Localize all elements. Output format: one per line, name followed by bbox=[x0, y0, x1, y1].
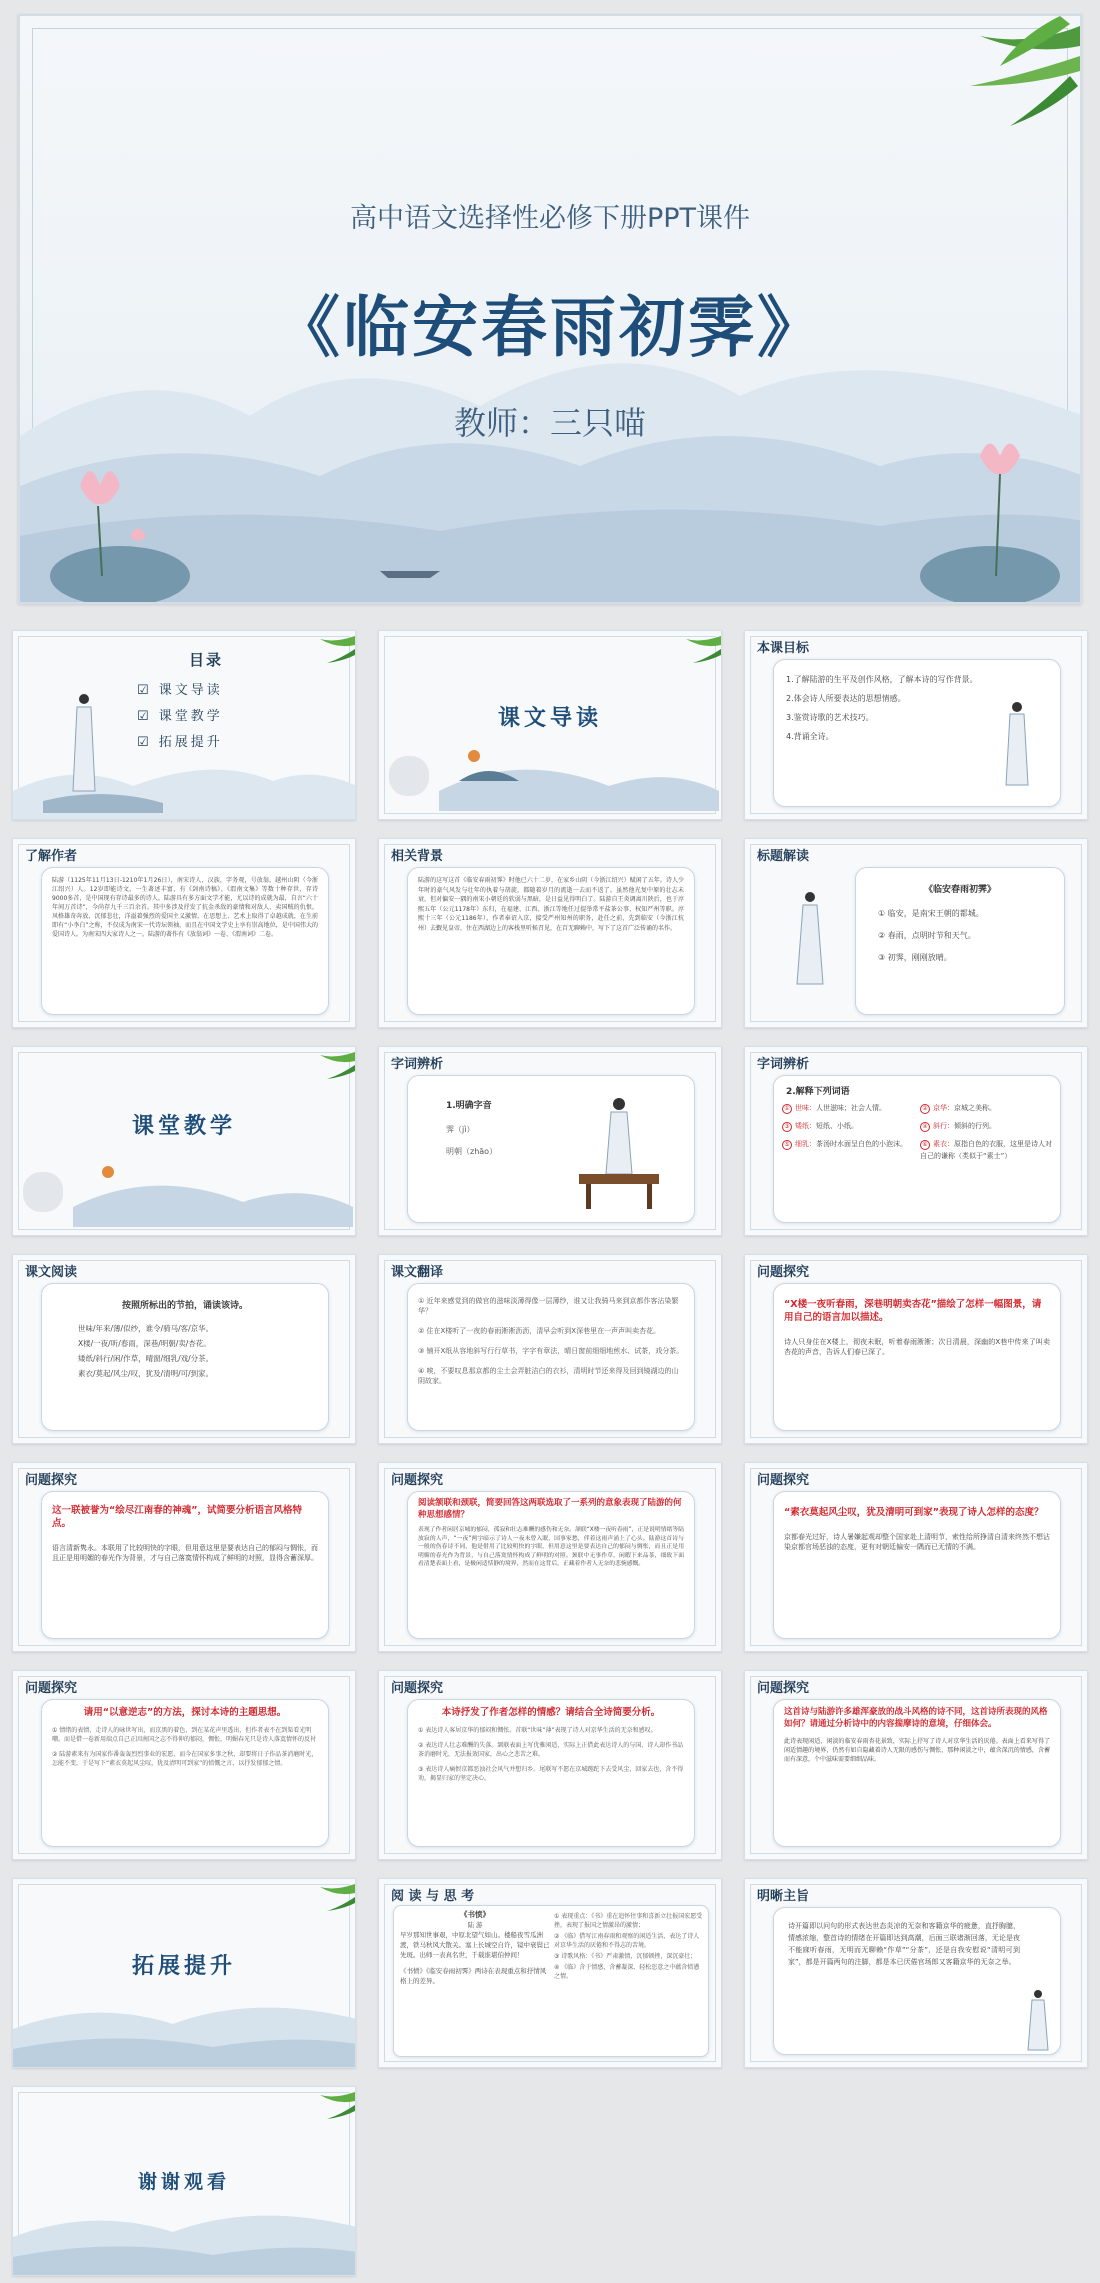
author-text: 陆游（1125年11月13日-1210年1月26日），南宋诗人，汉族，字务观，号放翁，越州山阴（今浙江绍兴）人。12岁即能诗文，一生著述丰富，有《剑南诗稿》、《渭南文集》等数十种存世，存诗9000多首，是中国现有存诗最多的诗人。陆游具有多方面文学才能，尤以诗的成就为最，自言“六十年间万首诗”，今尚存九千三百余首。其中多涉及抒发了抗金杀敌的豪情和对敌人、卖国贼的仇恨，风格雄奇奔放、沉郁悲壮，洋溢着强烈的爱国主义激情，在思想上、艺术上取得了卓越成就，在生前即有“小李白”之称，不仅成为南宋一代诗坛领袖，而且在中国文学史上享有崇高地位，是中国伟大的爱国诗人。为南宋四大家诗人之一。陆游的著作有《放翁词》一卷、《渭南词》二卷。 bbox=[52, 877, 318, 938]
slide-inquiry2[interactable] bbox=[12, 1462, 356, 1652]
toc-item[interactable]: ☑ 课堂教学 bbox=[137, 709, 223, 724]
content-card bbox=[855, 867, 1065, 1015]
poem-author: 陆 游 bbox=[467, 1921, 483, 1929]
bamboo-leaves-icon bbox=[315, 1047, 355, 1081]
slide-reading[interactable] bbox=[12, 1254, 356, 1444]
summary-text: 诗开篇即以问句的形式表达世态炎凉的无奈和客籍京华的疲惫，直抒胸臆，情感浓缩，整首诗的情绪在开篇即达到高潮，后面三联诸渐回落，无论是夜不能寐听春雨，无明而无聊赖“作草”“分茶”，还是自我安慰说“清明可到家”，都是开篇两句的注脚，都是本已厌倦官场郎又客籍京华的无奈之举。 bbox=[788, 1922, 1020, 1966]
answer-item: ③ 表达诗人痛恨京都恶浊社会风气并想归乡。尾联写不愿在京城蹉跎下去受风尘，回家去也，含不得劝，揭显归家的坚定决心。 bbox=[418, 1766, 684, 1782]
translation-item: ② 住在X楼听了一夜的春雨淅淅沥沥，清早会听到X深巷里在一声声叫卖杏花。 bbox=[418, 1327, 661, 1335]
question-text: “素衣莫起风尘叹，犹及清明可到家”表现了诗人怎样的态度？ bbox=[784, 1507, 1044, 1518]
poem-title: 《临安春雨初霁》 bbox=[923, 885, 996, 895]
content-card bbox=[407, 1283, 695, 1431]
question-text: “X楼一夜听春雨，深巷明朝卖杏花”描绘了怎样一幅图景，请用自己的语言加以描述。 bbox=[784, 1299, 1042, 1323]
content-card bbox=[773, 1699, 1061, 1847]
question-text: 这一联被誉为“绘尽江南春的神魂”，试简要分析语言风格特点。 bbox=[52, 1505, 302, 1529]
poem-lines bbox=[42, 1321, 328, 1381]
poem-body: 早岁那知世事艰，中原北望气如山。楼船夜雪瓜洲渡，铁马秋风大散关。塞上长城空自许，镜中衰鬓已先斑。出师一表真名世，千载谁堪伯仲间！ bbox=[400, 1931, 550, 1959]
translation-item: ④ 唉，不要叹息那京都的尘土会弄脏洁白的衣衫，清明时节还来得及回到镜湖边的山阴故家。 bbox=[418, 1367, 679, 1385]
answer-item: ① 表现重点：《书》重在追怀往事和喜新立壮报国宏愿受挫，表现了报国之情激昂的激情； bbox=[554, 1913, 703, 1929]
slide-words1[interactable] bbox=[378, 1046, 722, 1236]
slide-heading: 阅 读 与 思 考 bbox=[391, 1889, 475, 1904]
content-card bbox=[407, 1075, 695, 1223]
question-text: 请用“以意逆志”的方法，探讨本诗的主题思想。 bbox=[83, 1707, 287, 1718]
vocab-grid bbox=[774, 1099, 1060, 1165]
mountain-landscape-icon bbox=[13, 1989, 355, 2068]
pronunciation-item: 霁（jì） bbox=[446, 1125, 475, 1134]
toc-list bbox=[137, 679, 223, 750]
answer-item: ④ 《临》含于情感，含蓄凝深，轻松恣意之中蕴含愤懑之情。 bbox=[554, 1964, 700, 1980]
poem-line: 素衣/莫起/风尘/叹，犹及/清明/可/到家。 bbox=[78, 1369, 214, 1378]
reading-instruction: 按照所标出的节拍，诵读该诗。 bbox=[121, 1301, 248, 1311]
pronunciation-item: 明朝（zhāo） bbox=[446, 1147, 498, 1156]
checkbox-icon: ☑ bbox=[137, 683, 159, 698]
content-card bbox=[407, 867, 695, 1015]
toc-item[interactable]: ☑ 课文导读 bbox=[137, 683, 223, 698]
slide-thanks[interactable] bbox=[12, 2086, 356, 2276]
vocab-item: ⑥ 素衣：原指白色的衣服，这里是诗人对自己的谦称（类似于“素士”） bbox=[920, 1140, 1052, 1160]
slide-heading: 问题探究 bbox=[757, 1681, 810, 1696]
slide-heading: 本课目标 bbox=[757, 641, 810, 656]
question-text: 阅读颔联和颈联，简要回答这两联选取了一系列的意象表现了陆游的何种思想感情？ bbox=[418, 1498, 682, 1520]
bamboo-leaves-icon bbox=[315, 1879, 355, 1913]
slide-summary[interactable] bbox=[744, 1878, 1088, 2068]
slide-background[interactable] bbox=[378, 838, 722, 1028]
content-card bbox=[41, 1491, 329, 1639]
slide-goals[interactable] bbox=[744, 630, 1088, 820]
slide-heading: 问题探究 bbox=[25, 1473, 78, 1488]
lotus-flower-icon bbox=[40, 426, 190, 604]
answer-list bbox=[408, 1722, 694, 1787]
answer-item: ② 陆游素来有为国家作番轰轰烈烈事业的宏愿，而今在国家多事之秋，却要将日子作品茶消磨时光，怎能不变，于是写下“素衣莫起风尘叹，犹及清明可到家”的愤慨之言，以抒发郁郁之情。 bbox=[52, 1751, 318, 1767]
slide-inquiry5[interactable] bbox=[12, 1670, 356, 1860]
slide-classroom[interactable] bbox=[12, 1046, 356, 1236]
content-card bbox=[407, 1699, 695, 1847]
cover-teacher: 教师：三只喵 bbox=[453, 404, 646, 442]
slide-inquiry1[interactable] bbox=[744, 1254, 1088, 1444]
vocab-item: ① 世味：人世滋味；社会人情。 bbox=[782, 1102, 914, 1114]
slide-intro[interactable] bbox=[378, 630, 722, 820]
mountain-landscape-icon bbox=[13, 2197, 355, 2276]
translation-item: ① 近年来感觉到的做官的滋味淡薄得像一层薄纱，谁又让我骑马来到京都作客沾染繁华？ bbox=[418, 1297, 679, 1315]
slide-inquiry3[interactable] bbox=[378, 1462, 722, 1652]
answer-item: ① 情绪的表情，走诗人的咏世写出，而京黑的着色，到在某花声里透出，但作者表不在到渠看光明嘲。而是借一卷新用端点自己正因南国之志不得伸的郁闷，惆怅，明媚春光只是诗人落寞情怀的反衬 bbox=[52, 1727, 317, 1743]
scholar-figure-icon bbox=[69, 691, 99, 801]
translation-list bbox=[408, 1284, 694, 1398]
answer-item: ② 《临》借写江南春雨和观察的闲适生活，表达了诗人对京华生活的厌倦和不得志的苦境。 bbox=[554, 1933, 700, 1949]
slide-extension[interactable] bbox=[12, 1878, 356, 2068]
think-prompt: 《书愤》《临安春雨初霁》两诗在表现重点和抒情风格上的差异。 bbox=[400, 1967, 547, 1985]
explain-list bbox=[856, 903, 1064, 969]
poem-line: 矮纸/斜行/闲/作草，晴窗/细乳/戏/分茶。 bbox=[78, 1354, 214, 1363]
slide-title-explain[interactable] bbox=[744, 838, 1088, 1028]
scholar-figure-icon bbox=[1004, 700, 1030, 790]
slide-heading: 字词辨析 bbox=[757, 1057, 810, 1072]
think-answers bbox=[554, 1910, 704, 1983]
content-card bbox=[773, 659, 1061, 807]
poem-block bbox=[400, 1910, 550, 1986]
slide-heading: 课文阅读 bbox=[25, 1265, 78, 1280]
explain-item: ① 临安，是南宋王朝的都城。 bbox=[878, 909, 984, 918]
slide-heading: 明晰主旨 bbox=[757, 1889, 810, 1904]
vocab-item: ③ 矮纸：短纸、小纸。 bbox=[782, 1120, 914, 1132]
content-card bbox=[407, 1491, 695, 1639]
poem-title: 《书愤》 bbox=[460, 1910, 490, 1919]
answer-item: ③ 诗歌风格：《书》严肃激情，沉郁顿挫，深沉豪壮； bbox=[554, 1953, 697, 1960]
slide-think[interactable] bbox=[378, 1878, 722, 2068]
slide-heading: 问题探究 bbox=[757, 1265, 810, 1280]
cover-slide[interactable] bbox=[18, 14, 1082, 604]
content-card bbox=[41, 867, 329, 1015]
answer-item: ② 表达诗人壮志难酬的失落。颔联表面上写优雅闲适，实际上正借此表达诗人的与国、诗人却作书品茶消磨时光，无法报效国家，出心之悲苦之难。 bbox=[418, 1742, 684, 1758]
slide-translation[interactable] bbox=[378, 1254, 722, 1444]
question-text: 这首诗与陆游许多雄浑豪放的战斗风格的诗不同，这首诗所表现的风格如何？请通过分析诗中的内容揣摩诗的意境，仔细体会。 bbox=[784, 1707, 1048, 1729]
slide-inquiry7[interactable] bbox=[744, 1670, 1088, 1860]
cover-title: 《临安春雨初霁》 bbox=[274, 288, 826, 366]
vocab-item: ② 京华：京城之美称。 bbox=[920, 1102, 1052, 1114]
poem-line: 世味/年来/薄/似纱，谁令/骑马/客/京华。 bbox=[78, 1324, 214, 1333]
background-text: 陆游的这写这首《临安春雨初霁》时他已六十二岁，在家乡山阴（今浙江绍兴）赋闲了五年。诗人少年时的豪气风发与壮年的执着与胡旋，都随着岁月的流逝一去而不返了。虽然他光复中原的壮志未衰，但对偏安一隅的南宋小朝廷的软弱与黑暗，是日益见得明白了。陆游自王炎调离川陕后，也于淳熙五年（公元1178年）东归，在福建、江西、浙江等地任过提举常平盐茶公事、权知严州等职。淳熙十三年（公元1186年），作者奉诏入京，接受严州知州的职务，赴任之前，先到临安（今浙江杭州）去觐见皇帝，住在西湖边上的客栈里听候召见，在百无聊赖中，写下了这首广泛传诵的名作。 bbox=[418, 877, 684, 932]
slide-heading: 课文翻译 bbox=[391, 1265, 444, 1280]
content-card bbox=[773, 1075, 1061, 1223]
poem-line: X楼/一夜/听/春雨，深巷/明朝/卖/杏花。 bbox=[78, 1339, 211, 1348]
answer-list bbox=[42, 1722, 328, 1772]
content-card bbox=[41, 1699, 329, 1847]
scholar-at-desk-icon bbox=[574, 1094, 664, 1214]
slide-inquiry6[interactable] bbox=[378, 1670, 722, 1860]
vocab-item: ④ 斜行：倾斜的行列。 bbox=[920, 1120, 1052, 1132]
answer-text: 此诗表现闲适，闲淡的临安春雨杏花景致，实际上抒写了诗人对京华生活的厌倦。表面上看来写得了闲适情趣的境界，仍然有如自隐藏着诗人无限的感伤与惆怅，那种闲淡之中，蕴含深沉的情感，含蓄而有深意，个中滋味需要细细品味。 bbox=[784, 1738, 1050, 1763]
explain-item: ② 春雨，点明时节和天气。 bbox=[878, 931, 976, 940]
words-subtitle: 1.明确字音 bbox=[446, 1101, 492, 1111]
cover-subtitle: 高中语文选择性必修下册PPT课件 bbox=[349, 203, 751, 234]
slide-words2[interactable] bbox=[744, 1046, 1088, 1236]
lotus-flower-icon bbox=[920, 416, 1060, 604]
toc-title: 目录 bbox=[188, 651, 223, 669]
bamboo-leaves-icon bbox=[315, 631, 355, 665]
slide-heading: 标题解读 bbox=[757, 849, 810, 864]
answer-text: 表现了作者闲居京城的郁闷，孤寂和壮志难酬的感伤和无奈。颔联“X楼一夜听春雨”，正是说明情绪等陆放寂的人声，“一夜”两字暗示了诗人一夜未曾入眠，国事家愁，伴着这雨声涌上了心头。陆游这首诗与一般的伤春诗不同，他是借用了比较明快的字眼，但用意这里是要表达自己的郁闷与惆怅，而且正是用明媚的春光作为背景，与自己落寞情怀构成了鲜明的对照。颈联中无事作草，闲暇下来品茶，细致下面看清楚表面上看，是极闲适恬静的境界，然而在这背后，正藏着作者人无奈的悲惋感慨。 bbox=[418, 1527, 684, 1568]
content-card bbox=[773, 1283, 1061, 1431]
scroll-landscape-icon bbox=[13, 1147, 355, 1236]
question-text: 本诗抒发了作者怎样的情感？请结合全诗简要分析。 bbox=[441, 1707, 661, 1718]
slide-heading: 问题探究 bbox=[25, 1681, 78, 1696]
vocab-item: ⑤ 细乳：茶汤时水面呈白色的小泡沫。 bbox=[782, 1138, 914, 1162]
scholar-figure-icon bbox=[1026, 1988, 1050, 2053]
answer-text: 诗人只身住在X楼上，彻夜未眠，听着春雨淅淅；次日清晨，深幽的X巷中传来了叫卖杏花的声音，告诉人们春已深了。 bbox=[784, 1338, 1050, 1356]
mountain-landscape-icon bbox=[13, 751, 355, 820]
answer-text: 语言清新隽永。本联用了比较明快的字眼，但用意这里是要表达自己的郁闷与惆怅，而且正是用明媚的春光作为背景，才与自己落寞情怀构成了鲜明的对照，显得含蓄深厚。 bbox=[52, 1544, 318, 1562]
scholar-figure-icon bbox=[795, 889, 825, 989]
slide-heading: 相关背景 bbox=[391, 849, 444, 864]
checkbox-icon: ☑ bbox=[137, 709, 159, 724]
slide-heading: 了解作者 bbox=[25, 849, 78, 864]
answer-text: 京都春光过好，诗人暑嫌起观却整个国家赴上清明节，索性给所挣清自清来终然不想沾染京都官场恶浊的态度，更有对朝廷偏安一隅而已无情的不满。 bbox=[784, 1533, 1050, 1551]
slide-toc[interactable] bbox=[12, 630, 356, 820]
slide-heading: 问题探究 bbox=[391, 1681, 444, 1696]
translation-item: ③ 铺开X纸从容地斜写行行草书，字字有章法，晴日窗前细细地煎水、试茶，戏分茶。 bbox=[418, 1347, 684, 1355]
toc-item[interactable]: ☑ 拓展提升 bbox=[137, 735, 223, 750]
slide-heading: 问题探究 bbox=[391, 1473, 444, 1488]
goal-item: 3.鉴赏诗歌的艺术技巧。 bbox=[786, 713, 874, 722]
answer-item: ① 表达诗人客居京华的郁闷和惆怅。首联“世味”薄”表现了诗人对京华生活的无奈和感叹。 bbox=[418, 1727, 657, 1734]
content-card bbox=[393, 1905, 709, 2057]
goal-item: 2.体会诗人所要表达的思想情感。 bbox=[786, 694, 906, 703]
slide-author[interactable] bbox=[12, 838, 356, 1028]
explain-item: ③ 初霁，刚刚放晴。 bbox=[878, 953, 952, 962]
slide-inquiry4[interactable] bbox=[744, 1462, 1088, 1652]
bamboo-leaves-icon bbox=[681, 631, 721, 665]
content-card bbox=[41, 1283, 329, 1431]
scroll-landscape-icon bbox=[379, 731, 721, 820]
checkbox-icon: ☑ bbox=[137, 735, 159, 750]
goal-item: 1.了解陆游的生平及创作风格，了解本诗的写作背景。 bbox=[786, 675, 978, 684]
section-title: 谢谢观看 bbox=[137, 2171, 230, 2193]
section-title: 拓展提升 bbox=[131, 1954, 236, 1979]
slide-heading: 问题探究 bbox=[757, 1473, 810, 1488]
bamboo-leaves-icon bbox=[910, 16, 1080, 136]
goal-item: 4.背诵全诗。 bbox=[786, 732, 834, 741]
slide-heading: 字词辨析 bbox=[391, 1057, 444, 1072]
words-subtitle: 2.解释下列词语 bbox=[786, 1087, 850, 1097]
content-card bbox=[773, 1491, 1061, 1639]
content-card bbox=[773, 1907, 1061, 2055]
section-title: 课堂教学 bbox=[131, 1114, 236, 1139]
section-title: 课文导读 bbox=[497, 706, 602, 731]
bamboo-leaves-icon bbox=[315, 2087, 355, 2121]
